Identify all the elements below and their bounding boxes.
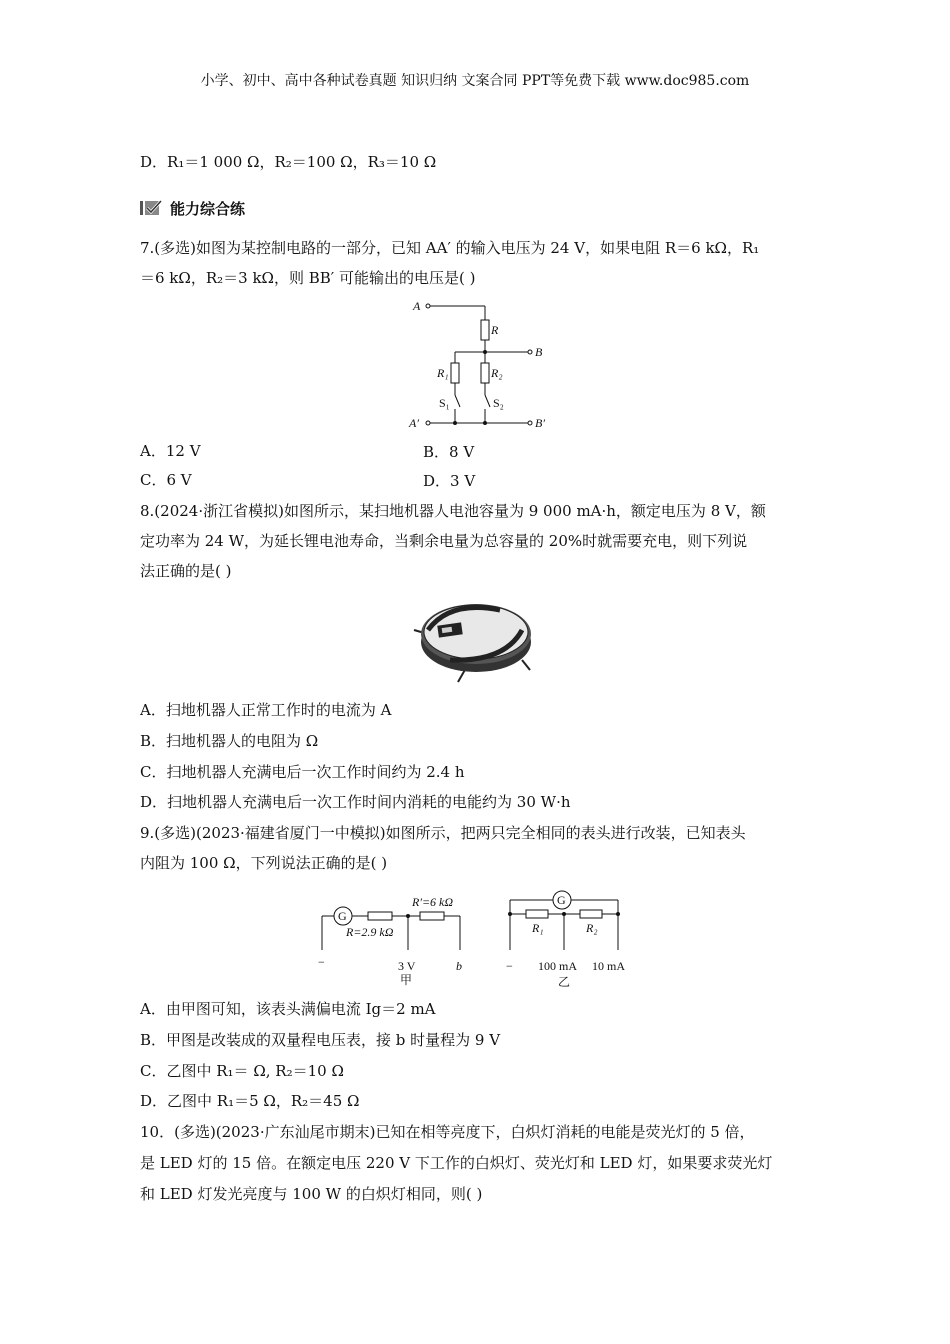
resistor-R1 (451, 363, 459, 383)
label-G-jia: G (338, 909, 347, 923)
q7-option-a: A．12 V (140, 442, 201, 460)
switch-S1 (455, 395, 460, 407)
q7-stem-line1: 7.(多选)如图为某控制电路的一部分，已知 AA′ 的输入电压为 24 V，如果电阻 R＝6 kΩ，R₁ (140, 239, 760, 257)
q9-option-b: B．甲图是改装成的双量程电压表，接 b 时量程为 9 V (140, 1031, 501, 1049)
page-header: 小学、初中、高中各种试卷真题 知识归纳 文案合同 PPT等免费下载 www.doc985.com (200, 73, 750, 89)
resistor-R-jia (368, 912, 392, 920)
robot-vacuum-image (410, 590, 540, 690)
q9-option-c: C．乙图中 R₁＝ Ω, R₂＝10 Ω (140, 1062, 344, 1080)
q10-stem-line3: 和 LED 灯发光亮度与 100 W 的白炽灯相同，则( ) (140, 1185, 483, 1203)
label-yi: 乙 (558, 975, 571, 989)
q7-option-c: C．6 V (140, 471, 192, 489)
label-minus-yi: − (506, 959, 513, 973)
q7-circuit-diagram (405, 295, 555, 435)
label-3V: 3 V (398, 959, 416, 973)
q8-option-d: D．扫地机器人充满电后一次工作时间内消耗的电能约为 30 W·h (140, 793, 571, 811)
q9-stem-line2: 内阻为 100 Ω，下列说法正确的是( ) (140, 854, 388, 872)
q9-stem-line1: 9.(多选)(2023·福建省厦门一中模拟)如图所示，把两只完全相同的表头进行改装，已知表头 (140, 824, 746, 842)
label-R2: R₂ (491, 366, 503, 380)
label-A: A (413, 299, 421, 313)
q7-stem-line2: ＝6 kΩ，R₂＝3 kΩ，则 BB′ 可能输出的电压是( ) (140, 269, 476, 287)
section-heading (140, 195, 245, 221)
q8-option-c: C．扫地机器人充满电后一次工作时间约为 2.4 h (140, 763, 465, 781)
label-minus-jia: − (318, 955, 325, 969)
q10-stem-line1: 10．(多选)(2023·广东汕尾市期末)已知在相等亮度下，白炽灯消耗的电能是荧光灯的 5 倍， (140, 1123, 755, 1141)
label-b: b (456, 959, 462, 973)
section-title: 能力综合练 (170, 199, 246, 218)
terminal-B-prime (528, 421, 532, 425)
label-100mA: 100 mA (538, 959, 577, 973)
label-R1: R₁ (437, 366, 449, 380)
q8-stem-line3: 法正确的是( ) (140, 562, 232, 580)
label-10mA: 10 mA (592, 959, 625, 973)
q7-option-d: D．3 V (423, 472, 476, 490)
checkmark-icon (140, 199, 162, 217)
label-R-jia: R=2.9 kΩ (346, 925, 394, 939)
label-S1: S₁ (439, 396, 450, 410)
q7-option-b: B．8 V (423, 443, 475, 461)
label-A-prime: A′ (409, 416, 419, 430)
q9-option-d: D．乙图中 R₁＝5 Ω，R₂＝45 Ω (140, 1092, 360, 1110)
label-R1-yi: R₁ (532, 921, 544, 935)
q10-stem-line2: 是 LED 灯的 15 倍。在额定电压 220 V 下工作的白炽灯、荧光灯和 LED 灯，如果要求荧光灯 (140, 1154, 773, 1172)
q8-option-b: B．扫地机器人的电阻为 Ω (140, 732, 319, 750)
label-G-yi: G (557, 893, 566, 907)
label-Rprime-jia: R′=6 kΩ (412, 895, 454, 909)
switch-S2 (485, 395, 490, 407)
resistor-R2 (481, 363, 489, 383)
resistor-R (481, 320, 489, 340)
q8-option-a: A．扫地机器人正常工作时的电流为 A (140, 701, 392, 719)
q8-stem-line1: 8.(2024·浙江省模拟)如图所示，某扫地机器人电池容量为 9 000 mA·h，额定电压为 8 V，额 (140, 502, 766, 520)
resistor-R2-yi (580, 910, 602, 918)
label-R: R (491, 323, 499, 337)
option-d-previous: D．R₁＝1 000 Ω，R₂＝100 Ω，R₃＝10 Ω (140, 153, 437, 171)
resistor-R1-yi (526, 910, 548, 918)
label-B-prime: B′ (535, 416, 545, 430)
q8-stem-line2: 定功率为 24 W，为延长锂电池寿命，当剩余电量为总容量的 20%时就需要充电，则下列说 (140, 532, 748, 550)
q9-option-a: A．由甲图可知，该表头满偏电流 Ig＝2 mA (140, 1000, 436, 1018)
terminal-A (426, 304, 430, 308)
label-S2: S₂ (493, 396, 504, 410)
label-B: B (535, 345, 543, 359)
label-jia: 甲 (400, 973, 413, 987)
terminal-A-prime (426, 421, 430, 425)
label-R2-yi: R₂ (586, 921, 598, 935)
terminal-B (528, 350, 532, 354)
resistor-Rprime-jia (420, 912, 444, 920)
q9-circuit-diagrams (310, 880, 650, 990)
